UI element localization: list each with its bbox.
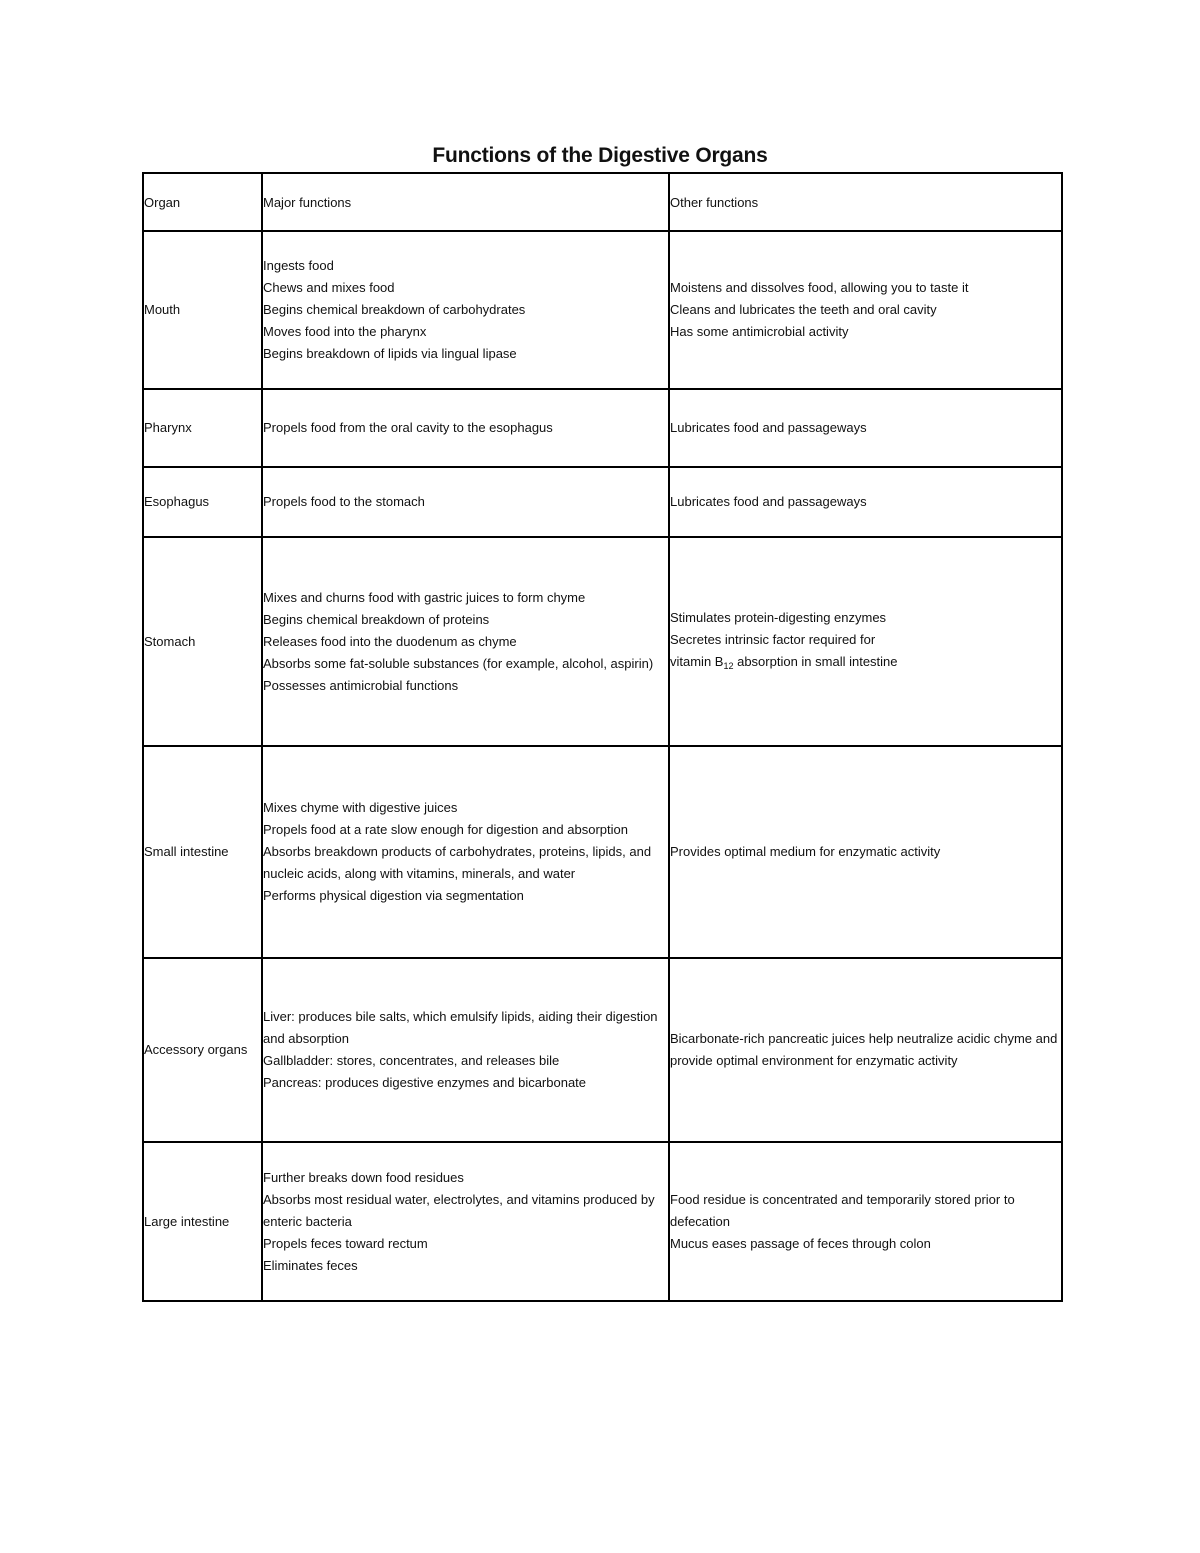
table-row xyxy=(143,467,1062,537)
major-functions-cell xyxy=(262,1142,669,1301)
digestive-organs-table xyxy=(142,172,1063,1302)
function-item: Eliminates feces xyxy=(263,1257,358,1273)
organ-name: Small intestine xyxy=(143,746,262,958)
table-row xyxy=(143,958,1062,1142)
major-functions-cell xyxy=(262,389,669,467)
major-functions-cell xyxy=(262,537,669,746)
major-functions-cell xyxy=(262,746,669,958)
function-item: Mixes chyme with digestive juices xyxy=(263,800,458,815)
table-row xyxy=(143,1142,1062,1301)
function-item: Bicarbonate-rich pancreatic juices help neutralize acidic chyme and provide optimal environment for enzymatic activity xyxy=(670,1031,1058,1068)
function-item: Propels food at a rate slow enough for digestion and absorption xyxy=(263,822,628,837)
function-item: Stimulates protein-digesting enzymes xyxy=(670,609,887,625)
table-row xyxy=(143,231,1062,389)
function-item: Moves food into the pharynx xyxy=(263,324,427,339)
column-header-organ: Organ xyxy=(143,173,262,231)
vitamin-absorption-item xyxy=(670,651,1061,677)
function-item: Pancreas: produces digestive enzymes and bicarbonate xyxy=(263,1075,587,1090)
function-item: Propels feces toward rectum xyxy=(263,1235,428,1251)
function-item: Ingests food xyxy=(263,258,334,273)
table-row xyxy=(143,537,1062,746)
organ-name: Pharynx xyxy=(143,389,262,467)
function-item: Liver: produces bile salts, which emulsify lipids, aiding their digestion and absorption xyxy=(263,1009,658,1046)
function-item: Absorbs some fat-soluble substances (for example, alcohol, aspirin) xyxy=(263,655,654,671)
organ-name: Mouth xyxy=(143,231,262,389)
function-item: Begins chemical breakdown of carbohydrates xyxy=(263,302,526,317)
function-item: Secretes intrinsic factor required for xyxy=(670,631,876,647)
function-item: Absorbs most residual water, electrolytes, and vitamins produced by enteric bacteria xyxy=(263,1191,655,1229)
function-item: Food residue is concentrated and temporarily stored prior to defecation xyxy=(670,1191,1015,1229)
table-header-row xyxy=(143,173,1062,231)
function-item: Propels food to the stomach xyxy=(263,494,425,509)
function-item: Absorbs breakdown products of carbohydrates, proteins, lipids, and nucleic acids, along with vitamins, minerals, and water xyxy=(263,844,652,881)
function-item: Moistens and dissolves food, allowing you to taste it xyxy=(670,280,969,295)
other-functions-cell xyxy=(669,231,1062,389)
column-header-major-functions: Major functions xyxy=(262,173,669,231)
table-row xyxy=(143,746,1062,958)
function-item: Propels food from the oral cavity to the esophagus xyxy=(263,420,553,435)
function-item: Mixes and churns food with gastric juices to form chyme xyxy=(263,589,586,605)
function-item: Chews and mixes food xyxy=(263,280,395,295)
vitamin-text-after: absorption in small intestine xyxy=(733,653,898,669)
function-item: Gallbladder: stores, concentrates, and releases bile xyxy=(263,1053,560,1068)
vitamin-text: vitamin B xyxy=(670,653,724,669)
column-header-other-functions: Other functions xyxy=(669,173,1062,231)
organ-name: Esophagus xyxy=(143,467,262,537)
function-item: Has some antimicrobial activity xyxy=(670,324,849,339)
table-row xyxy=(143,389,1062,467)
function-item: Performs physical digestion via segmentation xyxy=(263,888,524,903)
function-item: Provides optimal medium for enzymatic activity xyxy=(670,844,941,859)
other-functions-cell xyxy=(669,1142,1062,1301)
function-item: Begins breakdown of lipids via lingual lipase xyxy=(263,346,517,361)
other-functions-cell xyxy=(669,746,1062,958)
function-item: Cleans and lubricates the teeth and oral cavity xyxy=(670,302,937,317)
other-functions-cell xyxy=(669,958,1062,1142)
function-item: Possesses antimicrobial functions xyxy=(263,677,459,693)
vitamin-subscript: 12 xyxy=(723,660,734,671)
other-functions-cell xyxy=(669,537,1062,746)
page-title: Functions of the Digestive Organs xyxy=(432,144,768,167)
organ-name: Large intestine xyxy=(143,1142,262,1301)
major-functions-cell xyxy=(262,467,669,537)
organ-name: Accessory organs xyxy=(143,958,262,1142)
major-functions-cell xyxy=(262,958,669,1142)
function-item: Mucus eases passage of feces through colon xyxy=(670,1235,931,1251)
other-functions-cell xyxy=(669,389,1062,467)
organ-name: Stomach xyxy=(143,537,262,746)
function-item: Lubricates food and passageways xyxy=(670,494,867,509)
function-item: Lubricates food and passageways xyxy=(670,420,867,435)
function-item: Releases food into the duodenum as chyme xyxy=(263,633,517,649)
major-functions-cell xyxy=(262,231,669,389)
other-functions-cell xyxy=(669,467,1062,537)
function-item: Begins chemical breakdown of proteins xyxy=(263,611,490,627)
function-item: Further breaks down food residues xyxy=(263,1169,464,1185)
